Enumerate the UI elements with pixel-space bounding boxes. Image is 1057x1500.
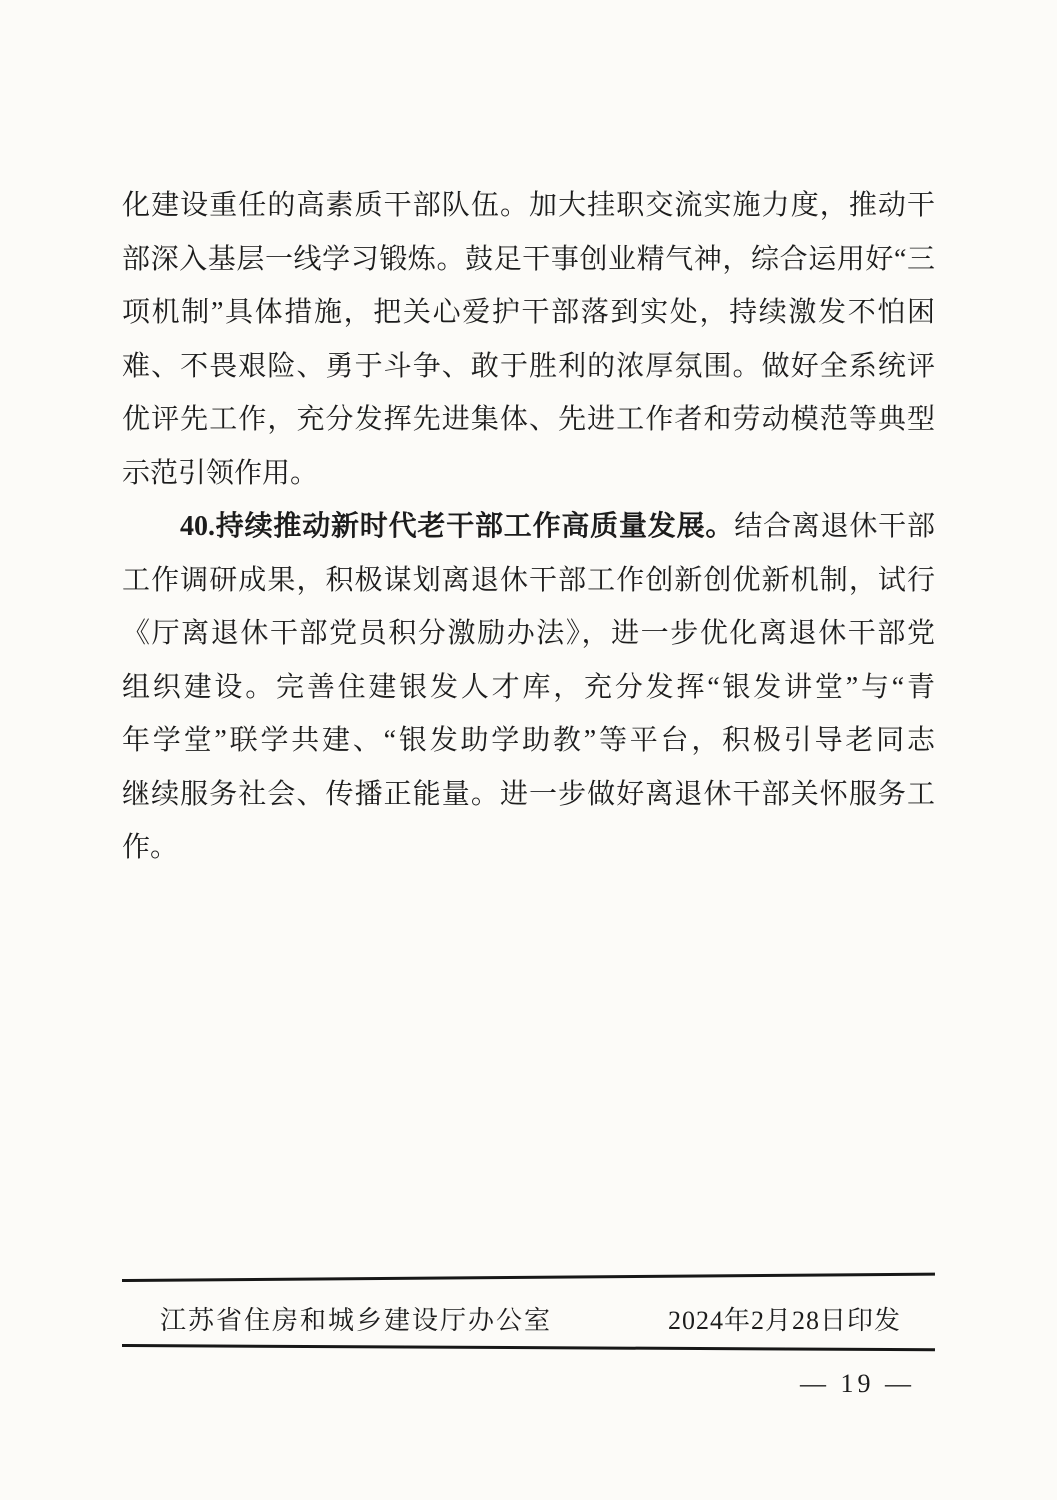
- body-text-line: 作。: [122, 832, 179, 863]
- footer-issuer: 江苏省住房和城乡建设厅办公室: [160, 1305, 553, 1335]
- footer-rule-top: [122, 1273, 935, 1282]
- body-text-line: 优评先工作，充分发挥先进集体、先进工作者和劳动模范等典型: [122, 404, 935, 435]
- body-text-line: 项机制”具体措施，把关心爱护干部落到实处，持续激发不怕困: [122, 297, 935, 328]
- body-text-line: 示范引领作用。: [122, 457, 319, 489]
- body-text-line: 部深入基层一线学习锻炼。鼓足干事创业精气神，综合运用好“三: [122, 243, 935, 275]
- document-footer: [122, 1293, 935, 1343]
- footer-rule-bottom: [122, 1344, 935, 1351]
- body-text-line: 年学堂”联学共建、“银发助学助教”等平台，积极引导老同志: [122, 725, 935, 756]
- body-text-line: 《厅离退休干部党员积分激励办法》，进一步优化离退休干部党: [122, 618, 935, 649]
- body-text-line: 工作调研成果，积极谋划离退休干部工作创新创优新机制，试行: [122, 564, 935, 596]
- body-text-line: 继续服务社会、传播正能量。进一步做好离退休干部关怀服务工: [122, 778, 935, 810]
- body-text-line-item-40: [122, 500, 935, 554]
- footer-print-date: 2024年2月28日印发: [667, 1305, 901, 1335]
- page-number: — 19 —: [800, 1369, 915, 1398]
- body-text-line: 组织建设。完善住建银发人才库，充分发挥“银发讲堂”与“青: [122, 671, 935, 703]
- item-40-heading: 40.持续推动新时代老干部工作高质量发展。: [180, 511, 735, 542]
- document-body: [122, 179, 935, 875]
- body-text-line: 化建设重任的高素质干部队伍。加大挂职交流实施力度，推动干: [122, 190, 935, 221]
- body-text-line: 难、不畏艰险、勇于斗争、敢于胜利的浓厚氛围。做好全系统评: [122, 350, 935, 382]
- item-40-lead-text: 结合离退休干部: [734, 511, 935, 542]
